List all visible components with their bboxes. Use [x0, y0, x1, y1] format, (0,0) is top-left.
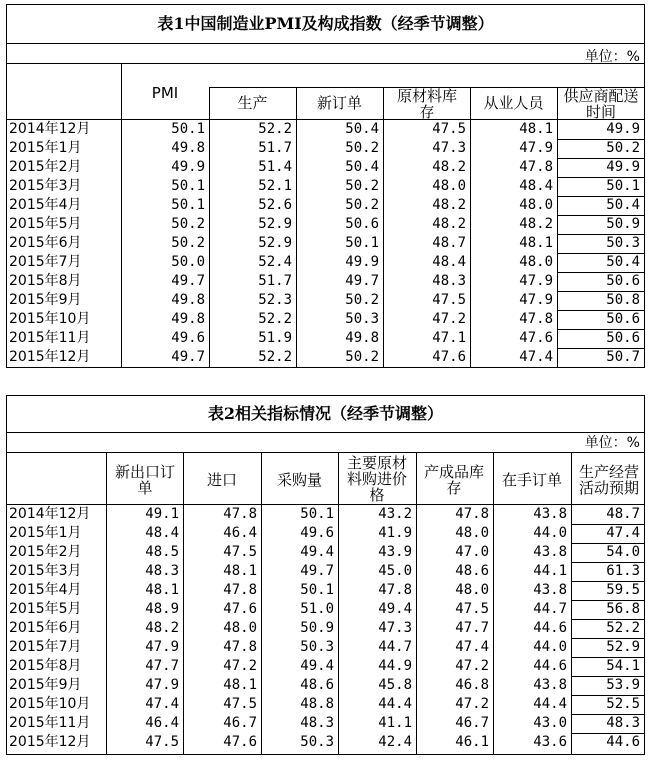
row-value: 47.2	[223, 658, 257, 674]
row-value: 56.8	[606, 601, 640, 617]
row-value: 47.2	[432, 311, 466, 327]
row-value: 43.9	[378, 544, 412, 560]
row-value: 48.5	[145, 544, 179, 560]
row-value: 51.0	[300, 601, 334, 617]
header-imports: 进口	[206, 472, 237, 488]
row-value: 44.4	[533, 696, 567, 712]
row-value: 43.2	[378, 506, 412, 522]
row-value: 61.3	[606, 563, 640, 579]
row-value: 48.1	[223, 563, 257, 579]
row-value: 47.8	[223, 639, 257, 655]
row-divider	[571, 714, 644, 715]
row-value: 47.9	[519, 140, 553, 156]
row-value: 45.8	[378, 677, 412, 693]
table-row	[7, 120, 644, 139]
row-value: 48.3	[300, 715, 334, 731]
row-value: 46.7	[455, 715, 489, 731]
row-value: 50.7	[606, 349, 640, 365]
row-value: 52.9	[258, 216, 292, 232]
row-value: 47.4	[519, 349, 553, 365]
table-row	[7, 505, 644, 524]
row-value: 49.6	[171, 330, 205, 346]
row-value: 49.7	[171, 349, 205, 365]
table-row	[7, 714, 644, 733]
row-date: 2015年6月	[9, 620, 82, 636]
row-value: 47.6	[519, 330, 553, 346]
row-value: 52.1	[258, 178, 292, 194]
row-value: 44.7	[378, 639, 412, 655]
header-new-export-orders: 新出口订单	[114, 464, 175, 496]
row-value: 50.6	[606, 311, 640, 327]
row-value: 48.3	[145, 563, 179, 579]
row-value: 47.4	[606, 525, 640, 541]
row-value: 49.8	[171, 311, 205, 327]
row-value: 51.4	[258, 159, 292, 175]
row-value: 43.8	[533, 544, 567, 560]
row-value: 48.2	[519, 216, 553, 232]
row-value: 47.3	[432, 140, 466, 156]
row-value: 47.6	[223, 734, 257, 750]
header-raw-material-price: 主要原材料购进价格	[346, 455, 407, 503]
row-value: 50.2	[345, 197, 379, 213]
row-value: 41.1	[378, 715, 412, 731]
row-value: 47.9	[519, 273, 553, 289]
row-value: 49.9	[345, 254, 379, 270]
header-production: 生产	[237, 95, 268, 111]
row-divider	[571, 676, 644, 677]
header-backlog-orders: 在手订单	[501, 472, 562, 488]
row-value: 50.2	[606, 140, 640, 156]
header-new-orders: 新订单	[316, 95, 362, 111]
row-value: 49.9	[606, 159, 640, 175]
row-value: 48.0	[455, 582, 489, 598]
row-value: 44.0	[533, 639, 567, 655]
table-row	[7, 657, 644, 676]
table-row	[7, 234, 644, 253]
row-value: 47.3	[378, 620, 412, 636]
row-value: 47.4	[145, 696, 179, 712]
row-value: 49.8	[171, 140, 205, 156]
row-value: 50.1	[171, 178, 205, 194]
row-value: 50.8	[606, 292, 640, 308]
row-value: 44.6	[533, 658, 567, 674]
row-value: 46.4	[223, 525, 257, 541]
row-divider	[557, 196, 644, 197]
row-divider	[557, 158, 644, 159]
row-date: 2015年6月	[9, 235, 82, 251]
row-value: 48.2	[432, 197, 466, 213]
row-divider	[557, 348, 644, 349]
table-2-unit: 单位：%	[584, 435, 640, 451]
table-1	[6, 4, 645, 368]
row-value: 47.5	[455, 601, 489, 617]
row-value: 47.8	[223, 506, 257, 522]
row-value: 48.9	[145, 601, 179, 617]
row-value: 44.7	[533, 601, 567, 617]
row-value: 49.8	[171, 292, 205, 308]
row-value: 50.1	[171, 121, 205, 137]
table-row	[7, 695, 644, 714]
row-divider	[557, 253, 644, 254]
row-value: 51.9	[258, 330, 292, 346]
row-date: 2014年12月	[9, 506, 91, 522]
table-row	[7, 600, 644, 619]
row-value: 49.7	[171, 273, 205, 289]
table-2	[6, 395, 645, 755]
row-value: 49.7	[300, 563, 334, 579]
table-row	[7, 253, 644, 272]
row-value: 48.0	[455, 525, 489, 541]
row-value: 46.4	[145, 715, 179, 731]
row-value: 47.5	[145, 734, 179, 750]
row-value: 48.4	[145, 525, 179, 541]
row-date: 2015年9月	[9, 677, 82, 693]
row-date: 2015年2月	[9, 159, 82, 175]
row-date: 2015年3月	[9, 178, 82, 194]
row-value: 48.0	[223, 620, 257, 636]
row-value: 50.2	[345, 349, 379, 365]
row-value: 41.9	[378, 525, 412, 541]
row-date: 2015年10月	[9, 311, 91, 327]
row-value: 50.2	[171, 216, 205, 232]
row-date: 2015年11月	[9, 330, 91, 346]
row-value: 47.8	[455, 506, 489, 522]
row-value: 43.8	[533, 506, 567, 522]
row-value: 47.9	[145, 639, 179, 655]
table-row	[7, 196, 644, 215]
row-value: 49.6	[300, 525, 334, 541]
row-value: 50.2	[345, 140, 379, 156]
row-value: 50.6	[606, 273, 640, 289]
row-value: 48.6	[455, 563, 489, 579]
row-value: 52.9	[258, 235, 292, 251]
row-date: 2015年4月	[9, 197, 82, 213]
row-value: 52.2	[258, 311, 292, 327]
row-date: 2015年5月	[9, 216, 82, 232]
row-value: 45.0	[378, 563, 412, 579]
row-value: 52.6	[258, 197, 292, 213]
row-divider	[571, 524, 644, 525]
row-value: 47.1	[432, 330, 466, 346]
row-divider	[557, 139, 644, 140]
row-value: 50.2	[345, 178, 379, 194]
table-row	[7, 310, 644, 329]
table-row	[7, 348, 644, 367]
row-value: 51.7	[258, 273, 292, 289]
row-value: 50.3	[606, 235, 640, 251]
row-value: 48.7	[432, 235, 466, 251]
row-value: 50.3	[345, 311, 379, 327]
row-divider	[571, 638, 644, 639]
row-value: 50.6	[345, 216, 379, 232]
row-value: 49.4	[300, 658, 334, 674]
row-value: 54.1	[606, 658, 640, 674]
row-divider	[557, 177, 644, 178]
row-value: 47.9	[519, 292, 553, 308]
table-1-title: 表1中国制造业PMI及构成指数（经季节调整）	[7, 5, 644, 44]
row-value: 48.0	[519, 254, 553, 270]
row-value: 43.6	[533, 734, 567, 750]
row-value: 47.5	[223, 544, 257, 560]
row-divider	[557, 310, 644, 311]
table-row	[7, 562, 644, 581]
row-value: 49.9	[606, 121, 640, 137]
row-value: 49.9	[171, 159, 205, 175]
row-value: 46.8	[455, 677, 489, 693]
row-value: 43.8	[533, 677, 567, 693]
table-row	[7, 581, 644, 600]
row-value: 50.4	[606, 254, 640, 270]
row-value: 47.8	[519, 311, 553, 327]
row-value: 42.4	[378, 734, 412, 750]
row-date: 2015年4月	[9, 582, 82, 598]
row-value: 47.4	[455, 639, 489, 655]
row-value: 49.8	[345, 330, 379, 346]
row-value: 50.6	[606, 330, 640, 346]
row-value: 48.2	[432, 159, 466, 175]
row-date: 2015年7月	[9, 254, 82, 270]
row-value: 49.4	[300, 544, 334, 560]
row-value: 50.9	[606, 216, 640, 232]
header-purchase-volume: 采购量	[276, 472, 322, 488]
row-value: 52.4	[258, 254, 292, 270]
header-employment: 从业人员	[483, 95, 544, 111]
table-row	[7, 215, 644, 234]
row-value: 48.4	[519, 178, 553, 194]
header-supplier-delivery-time: 供应商配送时间	[563, 88, 639, 120]
row-date: 2015年5月	[9, 601, 82, 617]
divider	[7, 63, 644, 64]
row-value: 48.7	[606, 506, 640, 522]
row-value: 44.9	[378, 658, 412, 674]
table-row	[7, 543, 644, 562]
row-value: 46.1	[455, 734, 489, 750]
row-value: 48.6	[300, 677, 334, 693]
row-value: 50.4	[345, 159, 379, 175]
row-date: 2015年9月	[9, 292, 82, 308]
row-value: 52.9	[606, 639, 640, 655]
row-value: 52.2	[258, 121, 292, 137]
row-value: 48.0	[432, 178, 466, 194]
row-divider	[571, 543, 644, 544]
row-value: 47.5	[432, 121, 466, 137]
table-row	[7, 158, 644, 177]
row-value: 50.2	[345, 292, 379, 308]
row-value: 50.3	[300, 639, 334, 655]
row-divider	[557, 272, 644, 273]
row-value: 52.3	[258, 292, 292, 308]
table-row	[7, 272, 644, 291]
table-row	[7, 177, 644, 196]
row-value: 47.2	[455, 658, 489, 674]
row-value: 50.3	[300, 734, 334, 750]
row-divider	[571, 619, 644, 620]
row-value: 47.8	[378, 582, 412, 598]
row-value: 47.6	[223, 601, 257, 617]
row-divider	[571, 600, 644, 601]
row-value: 49.4	[378, 601, 412, 617]
row-value: 48.1	[519, 235, 553, 251]
row-value: 47.8	[223, 582, 257, 598]
row-value: 50.1	[300, 506, 334, 522]
row-value: 44.6	[533, 620, 567, 636]
row-value: 50.2	[171, 235, 205, 251]
row-divider	[557, 215, 644, 216]
table-2-title: 表2相关指标情况（经季节调整）	[7, 396, 644, 433]
row-value: 48.3	[606, 715, 640, 731]
row-divider	[571, 657, 644, 658]
row-date: 2015年7月	[9, 639, 82, 655]
row-value: 48.3	[432, 273, 466, 289]
header-finished-goods-inventory: 产成品库存	[423, 464, 484, 496]
row-value: 47.9	[145, 677, 179, 693]
row-value: 43.8	[533, 582, 567, 598]
row-value: 48.1	[223, 677, 257, 693]
row-date: 2015年10月	[9, 696, 91, 712]
row-date: 2015年2月	[9, 544, 82, 560]
table-row	[7, 733, 644, 752]
row-value: 47.7	[145, 658, 179, 674]
row-value: 44.1	[533, 563, 567, 579]
row-divider	[571, 733, 644, 734]
row-value: 50.4	[345, 121, 379, 137]
row-value: 48.2	[145, 620, 179, 636]
table-row	[7, 329, 644, 348]
row-value: 43.0	[533, 715, 567, 731]
table-row	[7, 291, 644, 310]
row-date: 2014年12月	[9, 121, 91, 137]
table-1-unit: 单位：%	[584, 49, 640, 65]
row-date: 2015年1月	[9, 525, 82, 541]
row-value: 47.7	[455, 620, 489, 636]
row-value: 48.0	[519, 197, 553, 213]
row-value: 54.0	[606, 544, 640, 560]
row-date: 2015年12月	[9, 349, 91, 365]
row-date: 2015年1月	[9, 140, 82, 156]
row-value: 49.7	[345, 273, 379, 289]
divider	[7, 452, 644, 453]
row-value: 48.2	[432, 216, 466, 232]
row-value: 48.4	[432, 254, 466, 270]
row-value: 50.0	[171, 254, 205, 270]
row-date: 2015年3月	[9, 563, 82, 579]
row-value: 52.2	[606, 620, 640, 636]
row-value: 49.1	[145, 506, 179, 522]
row-value: 47.6	[432, 349, 466, 365]
row-value: 50.1	[606, 178, 640, 194]
row-value: 50.4	[606, 197, 640, 213]
row-value: 47.5	[432, 292, 466, 308]
row-date: 2015年11月	[9, 715, 91, 731]
row-divider	[571, 581, 644, 582]
header-pmi: PMI	[151, 85, 179, 101]
row-value: 50.1	[171, 197, 205, 213]
row-divider	[571, 695, 644, 696]
row-divider	[557, 234, 644, 235]
row-value: 52.5	[606, 696, 640, 712]
row-value: 47.8	[519, 159, 553, 175]
row-value: 46.7	[223, 715, 257, 731]
row-value: 44.6	[606, 734, 640, 750]
header-raw-material-inventory: 原材料库存	[396, 88, 457, 120]
row-divider	[557, 329, 644, 330]
row-value: 48.1	[519, 121, 553, 137]
header-business-expectation: 生产经营活动预期	[578, 464, 639, 496]
table-row	[7, 676, 644, 695]
row-value: 48.1	[145, 582, 179, 598]
row-value: 59.5	[606, 582, 640, 598]
row-value: 44.0	[533, 525, 567, 541]
row-value: 47.5	[223, 696, 257, 712]
row-value: 50.1	[300, 582, 334, 598]
table-row	[7, 139, 644, 158]
row-value: 44.4	[378, 696, 412, 712]
row-value: 48.8	[300, 696, 334, 712]
row-date: 2015年8月	[9, 273, 82, 289]
table-row	[7, 524, 644, 543]
table-row	[7, 638, 644, 657]
row-value: 50.9	[300, 620, 334, 636]
row-divider	[557, 291, 644, 292]
row-value: 50.1	[345, 235, 379, 251]
row-date: 2015年8月	[9, 658, 82, 674]
row-value: 47.2	[455, 696, 489, 712]
row-value: 52.2	[258, 349, 292, 365]
row-value: 51.7	[258, 140, 292, 156]
table-row	[7, 619, 644, 638]
row-value: 53.9	[606, 677, 640, 693]
row-value: 47.0	[455, 544, 489, 560]
row-divider	[571, 562, 644, 563]
row-date: 2015年12月	[9, 734, 91, 750]
